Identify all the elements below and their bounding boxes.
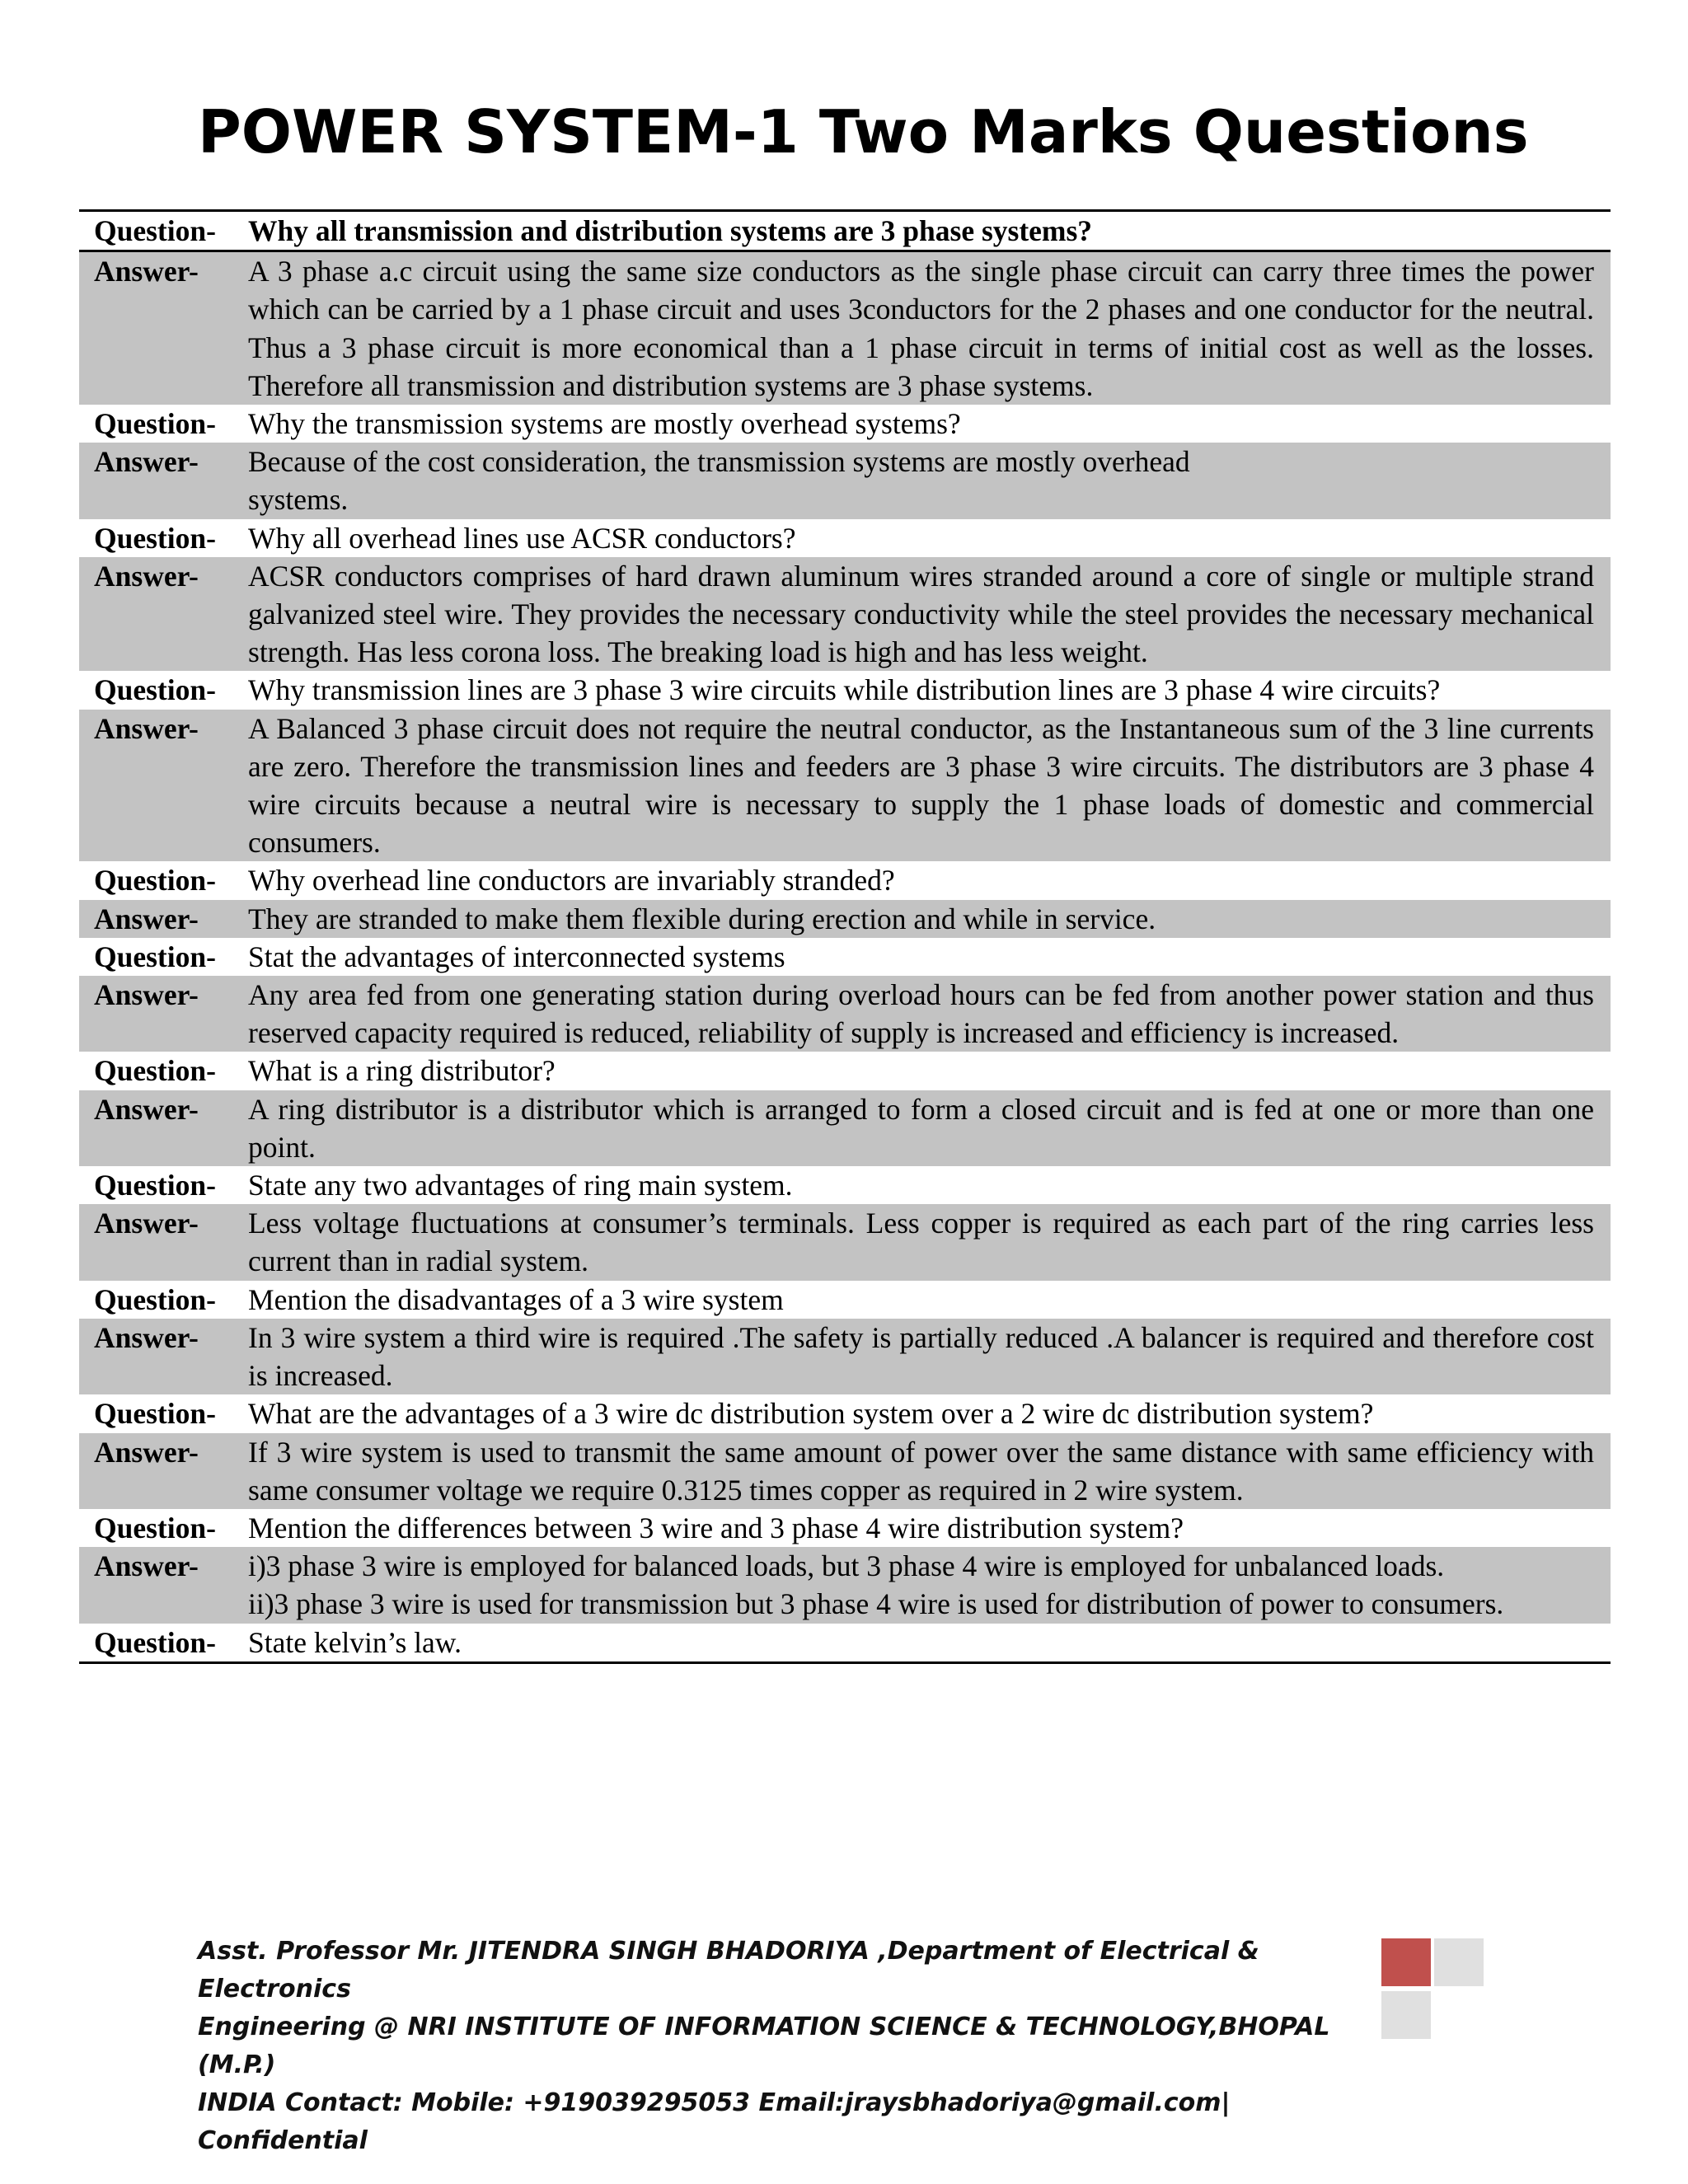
question-text: Why transmission lines are 3 phase 3 wire circuits while distribution lines are 3 phase 4 wire circuits?	[248, 673, 1441, 707]
question-label: Question-	[94, 521, 216, 555]
answer-paragraph: Because of the cost consideration, the transmission systems are mostly overhead	[248, 445, 1190, 479]
answer-row	[79, 443, 1611, 518]
question-row	[79, 938, 1611, 976]
answer-paragraph: systems.	[248, 483, 349, 517]
answer-row	[79, 1204, 1611, 1280]
question-label: Question-	[94, 864, 216, 898]
answer-row	[79, 557, 1611, 672]
question-text: Why the transmission systems are mostly overhead systems?	[248, 407, 961, 441]
answer-text	[248, 1204, 1611, 1280]
question-row	[79, 212, 1611, 252]
answer-text	[248, 976, 1611, 1052]
answer-text	[248, 1433, 1611, 1509]
answer-text	[248, 443, 1611, 518]
answer-paragraph: Less voltage fluctuations at consumer’s terminals. Less copper is required as each part of the ring carries less current than in radial system.	[248, 1207, 1594, 1278]
answer-label: Answer-	[94, 1549, 199, 1583]
answer-row	[79, 1319, 1611, 1394]
answer-label: Answer-	[94, 1207, 199, 1240]
question-row	[79, 519, 1611, 557]
question-text: Stat the advantages of interconnected systems	[248, 940, 785, 973]
question-label: Question-	[94, 407, 216, 441]
logo-square-gray	[1381, 1991, 1431, 2039]
answer-text	[248, 900, 1611, 938]
answer-row	[79, 710, 1611, 862]
footer-line: Engineering @ NRI INSTITUTE OF INFORMATION SCIENCE & TECHNOLOGY,BHOPAL (M.P.)	[198, 2013, 1330, 2079]
logo-square-red	[1381, 1938, 1431, 1986]
question-text: What are the advantages of a 3 wire dc distribution system over a 2 wire dc distribution system?	[248, 1397, 1374, 1431]
answer-label: Answer-	[94, 1435, 199, 1469]
question-label: Question-	[94, 673, 216, 707]
answer-label: Answer-	[94, 978, 199, 1012]
question-label: Question-	[94, 1511, 216, 1544]
question-label: Question-	[94, 1282, 216, 1316]
question-text: What is a ring distributor?	[248, 1054, 556, 1088]
logo-square-gray	[1434, 1938, 1484, 1986]
answer-paragraph: ACSR conductors comprises of hard drawn aluminum wires stranded around a core of single or multiple strand galvanized steel wire. They provides the necessary conductivity while the steel provides the necessary mechanical strength. Has less corona loss. The breaking load is high and has less weight.	[248, 559, 1594, 669]
question-text: Mention the disadvantages of a 3 wire system	[248, 1282, 784, 1316]
answer-paragraph: In 3 wire system a third wire is required .The safety is partially reduced .A balancer is required and therefore cost is increased.	[248, 1320, 1594, 1393]
qa-table	[79, 209, 1611, 1664]
answer-text	[248, 1547, 1611, 1623]
answer-row	[79, 1433, 1611, 1509]
question-text: Why all transmission and distribution systems are 3 phase systems?	[248, 214, 1093, 247]
answer-row	[79, 1547, 1611, 1623]
question-row	[79, 1281, 1611, 1319]
answer-paragraph: Any area fed from one generating station during overload hours can be fed from another power station and thus reserved capacity required is reduced, reliability of supply is increased and efficiency is increased.	[248, 978, 1594, 1050]
answer-label: Answer-	[94, 902, 199, 935]
answer-paragraph: A Balanced 3 phase circuit does not require the neutral conductor, as the Instantaneous sum of the 3 line currents are zero. Therefore the transmission lines and feeders are 3 phase 3 wire circuits. The distributors are 3 phase 4 wire circuits because a neutral wire is necessary to supply the 1 phase loads of domestic and commercial consumers.	[248, 711, 1594, 860]
answer-row	[79, 252, 1611, 405]
answer-label: Answer-	[94, 559, 199, 593]
answer-row	[79, 1090, 1611, 1166]
question-text: Why all overhead lines use ACSR conductors?	[248, 521, 796, 555]
logo	[1381, 1938, 1490, 2042]
question-row	[79, 1394, 1611, 1432]
question-row	[79, 1509, 1611, 1547]
answer-paragraph: If 3 wire system is used to transmit the same amount of power over the same distance with same efficiency with same consumer voltage we require 0.3125 times copper as required in 2 wire system.	[248, 1435, 1594, 1507]
question-row	[79, 1624, 1611, 1661]
answer-text	[248, 1090, 1611, 1166]
question-label: Question-	[94, 1625, 216, 1659]
answer-paragraph: A 3 phase a.c circuit using the same size conductors as the single phase circuit can carry three times the power which can be carried by a 1 phase circuit and uses 3conductors for the 2 phases and one conductor for the neutral. Thus a 3 phase circuit is more economical than a 1 phase circuit in terms of initial cost as well as the losses. Therefore all transmission and distribution systems are 3 phase systems.	[248, 255, 1594, 402]
answer-text	[248, 252, 1611, 405]
answer-label: Answer-	[94, 255, 199, 288]
question-label: Question-	[94, 1169, 216, 1202]
question-label: Question-	[94, 940, 216, 973]
answer-paragraph: ii)3 phase 3 wire is used for transmission but 3 phase 4 wire is used for distribution of power to consumers.	[248, 1587, 1504, 1621]
answer-row	[79, 900, 1611, 938]
footer-line: Asst. Professor Mr. JITENDRA SINGH BHADORIYA ,Department of Electrical & Electronics	[198, 1937, 1259, 2004]
answer-row	[79, 976, 1611, 1052]
answer-label: Answer-	[94, 1092, 199, 1126]
answer-label: Answer-	[94, 1320, 199, 1354]
answer-paragraph: i)3 phase 3 wire is employed for balanced loads, but 3 phase 4 wire is employed for unbalanced loads.	[248, 1549, 1445, 1583]
question-row	[79, 1166, 1611, 1204]
page-title: POWER SYSTEM-1 Two Marks Questions	[198, 97, 1529, 166]
question-text: Mention the differences between 3 wire and 3 phase 4 wire distribution system?	[248, 1511, 1184, 1544]
answer-text	[248, 1319, 1611, 1394]
question-text: State any two advantages of ring main system.	[248, 1169, 793, 1202]
footer	[198, 1933, 1368, 2160]
answer-paragraph: They are stranded to make them flexible during erection and while in service.	[248, 902, 1156, 935]
question-text: State kelvin’s law.	[248, 1625, 462, 1659]
question-label: Question-	[94, 1397, 216, 1431]
answer-text	[248, 710, 1611, 862]
answer-paragraph: A ring distributor is a distributor which is arranged to form a closed circuit and is fed at one or more than one point.	[248, 1092, 1594, 1164]
question-row	[79, 861, 1611, 899]
footer-line: INDIA Contact: Mobile: +919039295053 Email:jraysbhadoriya@gmail.com| Confidential	[198, 2088, 1231, 2155]
question-text: Why overhead line conductors are invariably stranded?	[248, 864, 895, 898]
question-label: Question-	[94, 1054, 216, 1088]
question-row	[79, 671, 1611, 709]
answer-text	[248, 557, 1611, 672]
answer-label: Answer-	[94, 711, 199, 745]
question-row	[79, 405, 1611, 443]
question-label: Question-	[94, 214, 216, 247]
question-row	[79, 1052, 1611, 1090]
answer-label: Answer-	[94, 445, 199, 479]
